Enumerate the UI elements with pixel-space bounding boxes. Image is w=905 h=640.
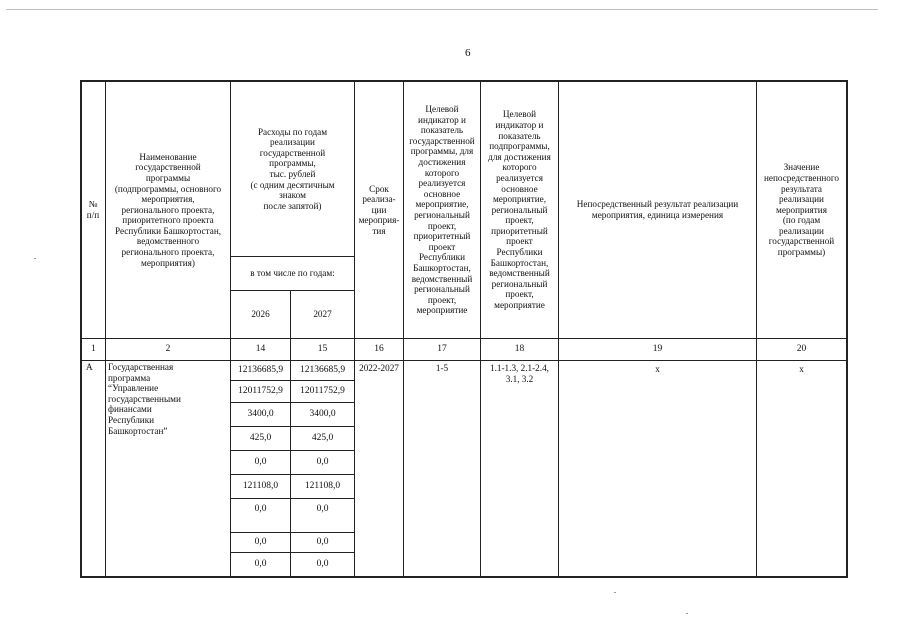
colnum-16: 16 bbox=[374, 344, 384, 355]
exp-2027-6: 0,0 bbox=[316, 504, 329, 514]
scan-speck bbox=[686, 613, 688, 614]
scan-speck bbox=[614, 592, 616, 593]
exp-2026-2: 3400,0 bbox=[247, 409, 274, 420]
row-target-17: 1-5 bbox=[435, 363, 449, 373]
exp-2026-8: 0,0 bbox=[254, 559, 267, 570]
exp-2027-3: 425,0 bbox=[311, 433, 334, 444]
exp-2026-1: 12011752,9 bbox=[238, 386, 283, 397]
exp-2027-5: 121108,0 bbox=[304, 481, 341, 492]
header-target-18: Целевой индикатор и показатель подпрограммы, для достижения которого реализуется основное мероприятие, региональный проект, приоритетный проект Республики Башкортостан, ведомственный региональный проект, мероприятие bbox=[488, 109, 551, 311]
line-colnums-bottom bbox=[80, 360, 848, 361]
header-name: Наименование государственной программы (подпрограммы, основного мероприятия, регионального проекта, приоритетного проекта Республики Башкортостан, ведомственного регионального проекта, мероприятия) bbox=[114, 151, 222, 268]
header-target-17: Целевой индикатор и показатель государственной программы, для достижения которого реализуется основное мероприятие, региональный проект, приоритетный проект Республики Башкортостан, ведомственный региональный проект, мероприятие bbox=[409, 104, 475, 316]
exp-2026-0: 12136685,9 bbox=[237, 365, 284, 376]
exp-2027-0: 12136685,9 bbox=[299, 365, 346, 376]
colnum-17: 17 bbox=[437, 344, 447, 355]
colnum-1: 1 bbox=[91, 344, 96, 355]
exp-2027-8: 0,0 bbox=[316, 559, 329, 570]
header-num: № п/п bbox=[86, 199, 100, 220]
page-number: 6 bbox=[465, 47, 471, 59]
table-border-right bbox=[846, 80, 848, 578]
header-result: Непосредственный результат реализации мероприятия, единица измерения bbox=[576, 199, 739, 220]
header-value: Значение непосредственного результата реализации мероприятия (по годам реализации государственной программы) bbox=[763, 162, 840, 258]
colnum-18: 18 bbox=[514, 344, 525, 355]
header-term: Срок реализа- ции мероприя- тия bbox=[358, 183, 400, 236]
colnum-14: 14 bbox=[255, 344, 266, 355]
table-border-bottom bbox=[80, 576, 848, 578]
row-result: x bbox=[655, 364, 660, 374]
exp-2027-7: 0,0 bbox=[316, 537, 329, 548]
row-target-18: 1.1-1.3, 2.1-2.4, 3.1, 3.2 bbox=[490, 363, 549, 384]
top-rule bbox=[6, 9, 878, 10]
exp-2026-6: 0,0 bbox=[254, 504, 267, 514]
colnum-20: 20 bbox=[796, 344, 807, 355]
row-program-name: Государственная программа “Управление государственными финансами Республики Башкортостан” bbox=[108, 362, 181, 436]
exp-2027-2: 3400,0 bbox=[309, 409, 336, 420]
row-value: x bbox=[799, 364, 804, 374]
row-term: 2022-2027 bbox=[359, 363, 399, 373]
header-year-2026: 2026 bbox=[251, 309, 270, 320]
exp-2026-3: 425,0 bbox=[249, 433, 272, 444]
row-num: А bbox=[86, 362, 93, 372]
exp-2026-5: 121108,0 bbox=[242, 481, 279, 492]
exp-2027-4: 0,0 bbox=[316, 457, 329, 468]
scan-speck bbox=[34, 258, 36, 259]
header-expenses: Расходы по годам реализации государственной программы, тыс. рублей (с одним десятичным знаком после запятой) bbox=[250, 126, 335, 211]
header-year-2027: 2027 bbox=[313, 309, 332, 320]
exp-2027-1: 12011752,9 bbox=[300, 386, 345, 397]
budget-table bbox=[80, 80, 848, 578]
colnum-2: 2 bbox=[165, 344, 171, 355]
header-by-year: в том числе по годам: bbox=[250, 268, 335, 279]
exp-2026-4: 0,0 bbox=[254, 457, 267, 468]
colnum-15: 15 bbox=[317, 344, 328, 355]
colnum-19: 19 bbox=[652, 344, 663, 355]
exp-2026-7: 0,0 bbox=[254, 537, 267, 548]
